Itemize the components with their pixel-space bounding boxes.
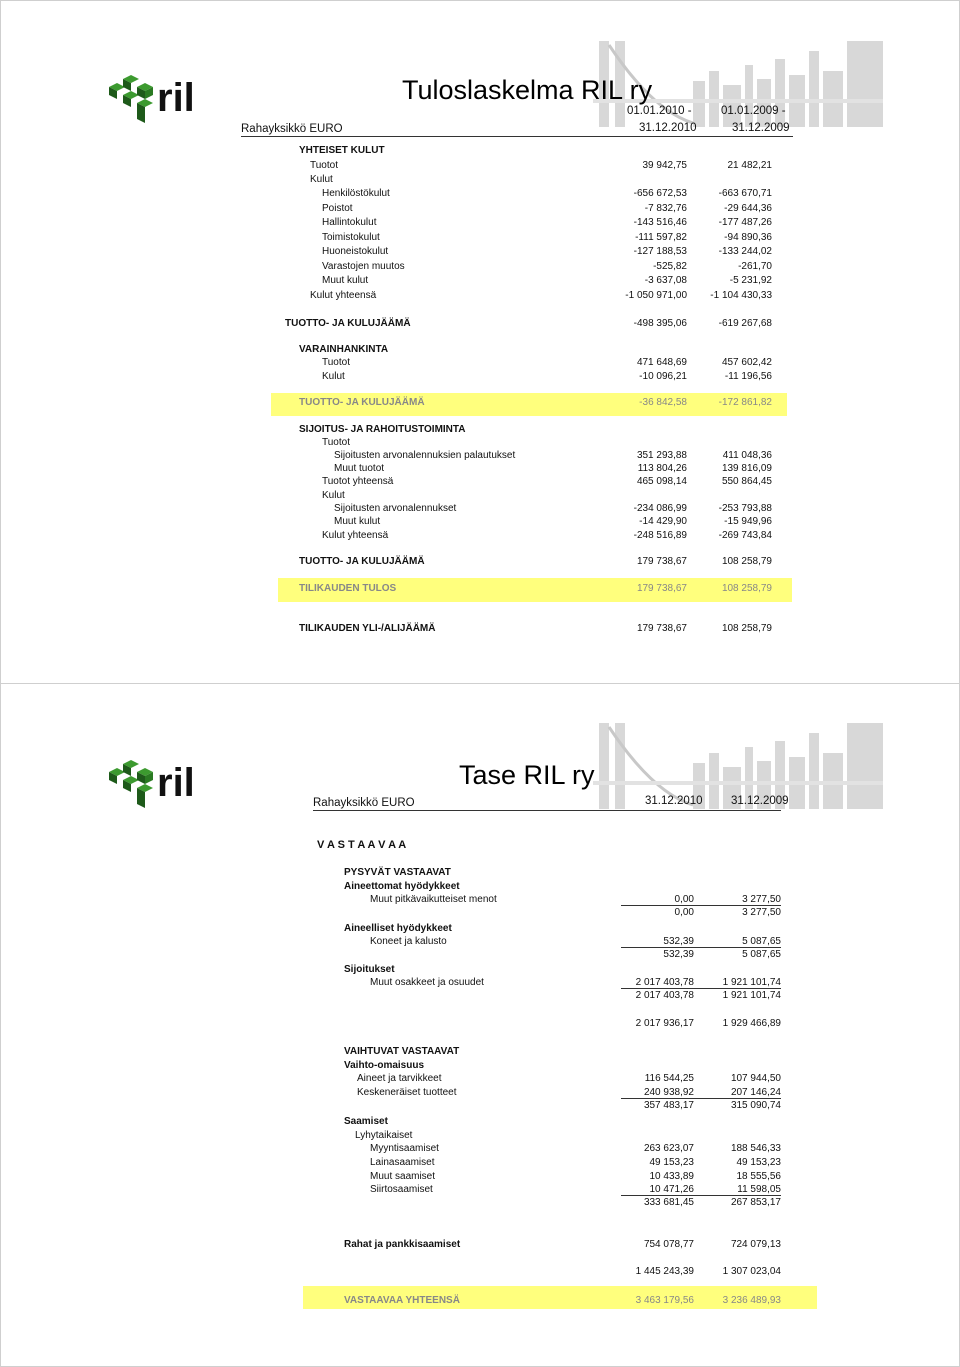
value-2009: 315 090,74: [730, 1100, 781, 1111]
value-2009: -253 793,88: [718, 503, 772, 514]
value-2010: -1 050 971,00: [625, 290, 687, 301]
row-label: TILIKAUDEN YLI-/ALIJÄÄMÄ: [299, 623, 436, 634]
subtotal-rule: [621, 1195, 781, 1196]
row-label: TUOTTO- JA KULUJÄÄMÄ: [299, 397, 425, 408]
value-2010: 240 938,92: [643, 1087, 694, 1098]
row-label: VAIHTUVAT VASTAAVAT: [344, 1046, 460, 1057]
value-2010: -498 395,06: [633, 318, 687, 329]
row-label: Muut saamiset: [370, 1171, 436, 1182]
row-label: Aineelliset hyödykkeet: [344, 923, 452, 934]
value-2009: 1 921 101,74: [722, 990, 781, 1001]
value-2010: -3 637,08: [644, 275, 687, 286]
page-title: Tuloslaskelma RIL ry: [402, 75, 653, 105]
value-2010: 49 153,23: [649, 1157, 694, 1168]
row-label: VARAINHANKINTA: [299, 344, 389, 355]
value-2010: 532,39: [663, 949, 694, 960]
slide-tase: [0, 683, 960, 1367]
value-2009: 108 258,79: [721, 556, 772, 567]
value-2009: 108 258,79: [721, 623, 772, 634]
row-label: Siirtosaamiset: [370, 1184, 433, 1195]
unit-label: Rahayksikkö EURO: [241, 123, 343, 135]
value-2009: -177 487,26: [718, 217, 772, 228]
row-label: Varastojen muutos: [322, 261, 405, 272]
value-2010: 116 544,25: [644, 1073, 694, 1084]
value-2009: -15 949,96: [724, 516, 772, 527]
value-2009: 107 944,50: [730, 1073, 781, 1084]
value-2009: 1 929 466,89: [722, 1018, 781, 1029]
col-header-2009-start: 01.01.2009 -: [721, 105, 786, 117]
row-label: Koneet ja kalusto: [370, 936, 447, 947]
value-2010: 465 098,14: [636, 476, 687, 487]
value-2010: 2 017 403,78: [635, 977, 694, 988]
value-2009: 457 602,42: [721, 357, 772, 368]
row-label: Sijoitusten arvonalennuksien palautukset: [334, 450, 516, 461]
value-2010: 179 738,67: [636, 583, 687, 594]
row-label: Tuotot: [322, 357, 350, 368]
value-2009: 411 048,36: [722, 450, 772, 461]
value-2009: 21 482,21: [727, 160, 772, 171]
header-rule: [313, 810, 781, 811]
svg-text:ril: ril: [157, 76, 195, 120]
value-2009: -133 244,02: [718, 246, 772, 257]
value-2010: 333 681,45: [643, 1197, 694, 1208]
row-label: Tuotot: [310, 160, 338, 171]
value-2009: -619 267,68: [718, 318, 772, 329]
col-header-2010-start: 01.01.2010 -: [627, 105, 692, 117]
value-2010: 3 463 179,56: [635, 1295, 694, 1306]
row-label: Muut kulut: [334, 516, 381, 527]
value-2009: 3 277,50: [742, 894, 781, 905]
row-label: TILIKAUDEN TULOS: [299, 583, 397, 594]
value-2010: -36 842,58: [639, 397, 687, 408]
row-label: Muut pitkävaikutteiset menot: [370, 894, 497, 905]
row-label: Vaihto-omaisuus: [344, 1060, 425, 1071]
row-label: PYSYVÄT VASTAAVAT: [344, 867, 451, 878]
row-label: Poistot: [322, 203, 353, 214]
value-2009: 1 921 101,74: [722, 977, 781, 988]
value-2009: 3 277,50: [742, 907, 781, 918]
row-label: Muut kulut: [322, 275, 369, 286]
value-2010: 263 623,07: [643, 1143, 694, 1154]
value-2009: -5 231,92: [729, 275, 772, 286]
value-2009: 1 307 023,04: [722, 1266, 781, 1277]
row-label: YHTEISET KULUT: [299, 145, 385, 156]
row-label: Lyhytaikaiset: [355, 1130, 413, 1141]
row-label: Myyntisaamiset: [370, 1143, 439, 1154]
value-2009: 108 258,79: [721, 583, 772, 594]
row-label: Kulut: [322, 490, 345, 501]
row-label: Keskeneräiset tuotteet: [357, 1087, 457, 1098]
row-label: Toimistokulut: [322, 232, 380, 243]
value-2009: -261,70: [738, 261, 772, 272]
row-label: Huoneistokulut: [322, 246, 389, 257]
value-2009: 49 153,23: [736, 1157, 781, 1168]
value-2010: 1 445 243,39: [635, 1266, 694, 1277]
value-2010: -10 096,21: [639, 371, 687, 382]
value-2010: -7 832,76: [644, 203, 687, 214]
row-label: Sijoitusten arvonalennukset: [334, 503, 457, 514]
row-label: TUOTTO- JA KULUJÄÄMÄ: [285, 318, 411, 329]
value-2009: 207 146,24: [730, 1087, 781, 1098]
row-label: Lainasaamiset: [370, 1157, 435, 1168]
row-label: Kulut yhteensä: [322, 530, 389, 541]
row-label: Henkilöstökulut: [322, 188, 390, 199]
value-2010: 10 471,26: [649, 1184, 694, 1195]
subtotal-rule: [621, 988, 781, 989]
value-2010: 39 942,75: [642, 160, 687, 171]
value-2009: 188 546,33: [730, 1143, 781, 1154]
svg-text:ril: ril: [157, 761, 195, 805]
col-header-2010-end: 31.12.2010: [639, 122, 697, 134]
row-label: Kulut: [310, 174, 333, 185]
col-header-2009-end: 31.12.2009: [732, 122, 790, 134]
section-heading: V A S T A A V A A: [317, 839, 407, 851]
value-2009: -172 861,82: [718, 397, 772, 408]
value-2009: -663 670,71: [718, 188, 772, 199]
value-2010: -234 086,99: [633, 503, 687, 514]
value-2010: -656 672,53: [633, 188, 687, 199]
value-2010: 179 738,67: [636, 556, 687, 567]
value-2010: -525,82: [653, 261, 687, 272]
value-2010: 10 433,89: [649, 1171, 694, 1182]
value-2010: 754 078,77: [643, 1239, 694, 1250]
value-2010: -111 597,82: [635, 232, 687, 243]
subtotal-rule: [621, 1098, 781, 1099]
value-2009: -94 890,36: [724, 232, 772, 243]
value-2009: 139 816,09: [721, 463, 772, 474]
value-2009: -1 104 430,33: [710, 290, 772, 301]
row-label: Hallintokulut: [322, 217, 377, 228]
value-2010: 357 483,17: [643, 1100, 694, 1111]
value-2010: 0,00: [674, 894, 694, 905]
row-label: Kulut yhteensä: [310, 290, 377, 301]
ril-logo: [105, 752, 215, 812]
row-label: Saamiset: [344, 1116, 388, 1127]
row-label: Muut tuotot: [334, 463, 385, 474]
value-2009: 267 853,17: [730, 1197, 781, 1208]
value-2010: 179 738,67: [636, 623, 687, 634]
value-2009: 18 555,56: [736, 1171, 781, 1182]
value-2010: 2 017 403,78: [635, 990, 694, 1001]
value-2010: 351 293,88: [636, 450, 687, 461]
row-label: TUOTTO- JA KULUJÄÄMÄ: [299, 556, 425, 567]
value-2010: 471 648,69: [636, 357, 687, 368]
unit-label: Rahayksikkö EURO: [313, 797, 415, 809]
row-label: Muut osakkeet ja osuudet: [370, 977, 484, 988]
row-label: SIJOITUS- JA RAHOITUSTOIMINTA: [299, 424, 466, 435]
row-label: Aineettomat hyödykkeet: [344, 881, 460, 892]
value-2010: -143 516,46: [633, 217, 687, 228]
page-title: Tase RIL ry: [459, 760, 595, 790]
value-2010: -248 516,89: [633, 530, 687, 541]
value-2010: 2 017 936,17: [635, 1018, 694, 1029]
row-label: Sijoitukset: [344, 964, 395, 975]
row-label: Kulut: [322, 371, 345, 382]
row-label: VASTAAVAA YHTEENSÄ: [344, 1295, 460, 1306]
value-2009: -269 743,84: [718, 530, 772, 541]
value-2009: 724 079,13: [730, 1239, 781, 1250]
value-2009: 5 087,65: [742, 936, 781, 947]
value-2009: 11 598,05: [737, 1184, 781, 1195]
row-label: Rahat ja pankkisaamiset: [344, 1239, 461, 1250]
value-2010: 0,00: [674, 907, 694, 918]
row-label: Tuotot: [322, 437, 350, 448]
value-2010: -127 188,53: [633, 246, 687, 257]
ril-logo: [105, 67, 215, 127]
subtotal-rule: [621, 947, 781, 948]
value-2010: 532,39: [663, 936, 694, 947]
value-2010: -14 429,90: [639, 516, 687, 527]
row-label: Tuotot yhteensä: [322, 476, 394, 487]
value-2009: -29 644,36: [724, 203, 772, 214]
value-2009: 3 236 489,93: [722, 1295, 781, 1306]
header-rule: [241, 136, 793, 137]
col-header-2009: 31.12.2009: [731, 795, 789, 807]
subtotal-rule: [621, 905, 781, 906]
value-2009: -11 196,56: [724, 371, 772, 382]
col-header-2010: 31.12.2010: [645, 795, 703, 807]
value-2009: 550 864,45: [721, 476, 772, 487]
value-2009: 5 087,65: [742, 949, 781, 960]
value-2010: 113 804,26: [637, 463, 687, 474]
row-label: Aineet ja tarvikkeet: [357, 1073, 442, 1084]
